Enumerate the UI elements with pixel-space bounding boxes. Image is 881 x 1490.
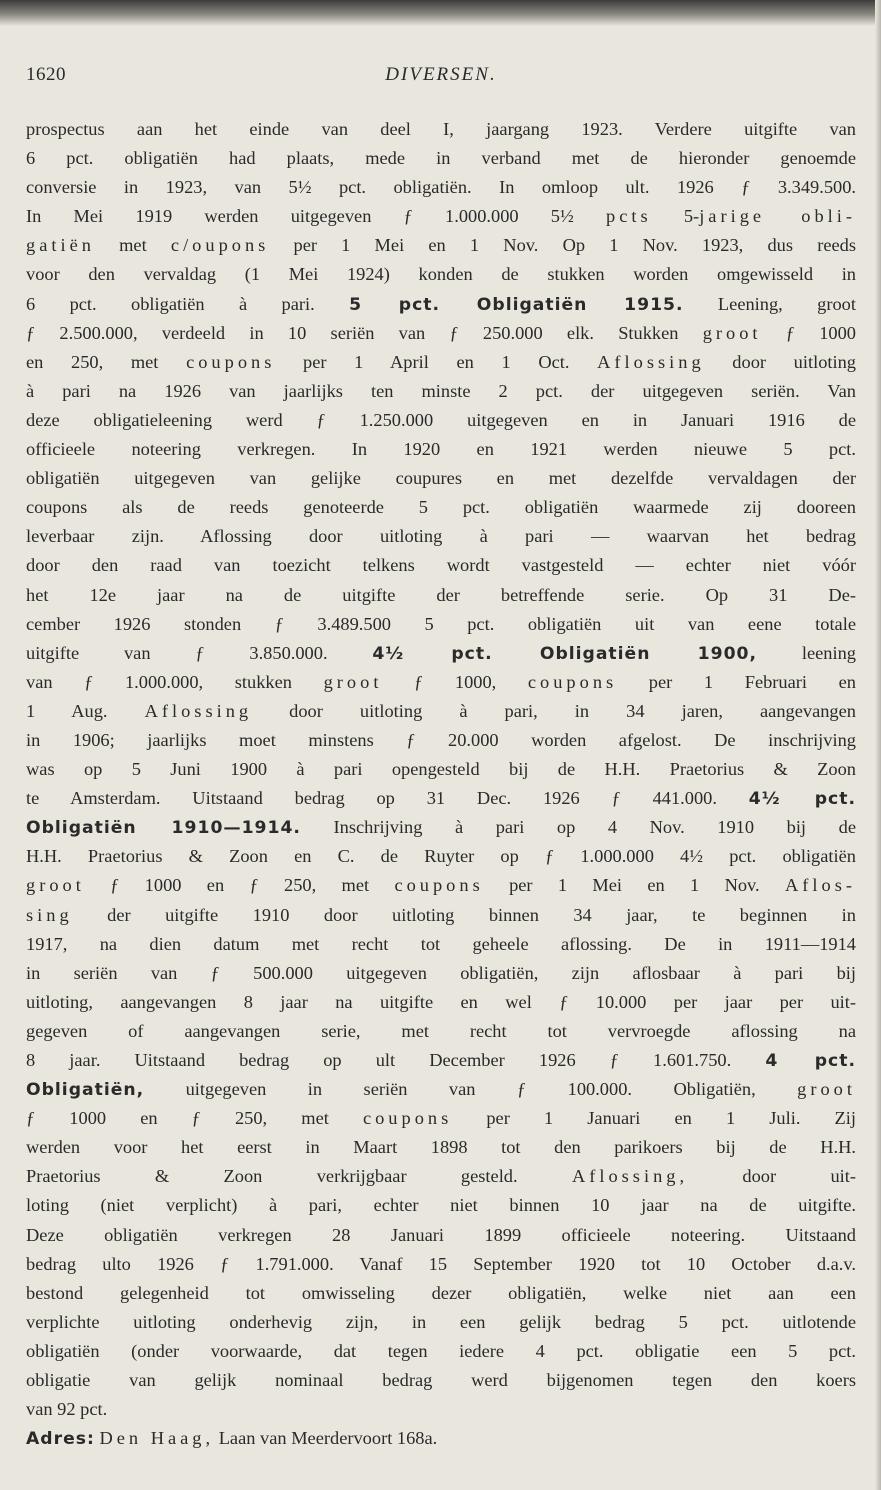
text-line xyxy=(26,435,856,464)
text-line xyxy=(26,871,856,900)
text-run: 6 pct. obligatiën had plaats, mede in verband met de hieronder genoemde xyxy=(26,148,856,169)
text-run: obligatie van gelijk nominaal bedrag werd bijgenomen tegen den koers xyxy=(26,1370,856,1391)
text-run: uitloting, aangevangen 8 jaar na uitgifte en wel ƒ 10.000 per jaar per uit- xyxy=(26,991,856,1012)
spaced-term: Den Haag, xyxy=(99,1428,215,1449)
text-run: met xyxy=(94,235,171,256)
scan-right-edge xyxy=(875,0,881,1490)
text-line xyxy=(26,260,856,289)
text-line xyxy=(26,959,856,988)
text-line xyxy=(26,1133,856,1162)
text-run: cember 1926 stonden ƒ 3.489.500 5 pct. obligatiën uit van eene totale xyxy=(26,613,856,634)
bold-heading: Obligatiën, xyxy=(26,1080,145,1101)
spaced-term: Aflossing, xyxy=(571,1166,689,1187)
text-run: en 250, met xyxy=(26,351,187,372)
text-run: per 1 Januari en 1 Juli. Zij xyxy=(452,1108,856,1129)
spaced-term: c/oupons xyxy=(170,235,270,256)
running-title: DIVERSEN. xyxy=(385,64,497,85)
text-run: deze obligatieleening werd ƒ 1.250.000 uitgegeven en in Januari 1916 de xyxy=(26,409,856,430)
text-line xyxy=(26,1424,856,1453)
text-run: 5- xyxy=(651,206,700,227)
text-run: was op 5 Juni 1900 à pari opengesteld bij de H.H. Praetorius & Zoon xyxy=(26,759,856,780)
text-line xyxy=(26,1337,856,1366)
spaced-term: Aflos- xyxy=(784,875,856,896)
spaced-term: Aflossing xyxy=(597,351,705,372)
spaced-term: Aflossing xyxy=(144,700,253,721)
text-line xyxy=(26,1279,856,1308)
text-line xyxy=(26,551,856,580)
page-header xyxy=(26,62,856,92)
bold-heading: 4½ pct. xyxy=(748,789,856,810)
text-line xyxy=(26,144,856,173)
text-run: in 1906; jaarlijks moet minstens ƒ 20.000 worden afgelost. De inschrijving xyxy=(26,729,856,750)
text-line xyxy=(26,901,856,930)
text-line xyxy=(26,1250,856,1279)
spaced-term: jarige obli- xyxy=(699,206,856,227)
spaced-term: coupons xyxy=(362,1108,453,1129)
bold-heading: Adres: xyxy=(26,1429,95,1450)
text-run: obligatiën uitgegeven van gelijke coupures en met dezelfde vervaldagen der xyxy=(26,468,856,489)
text-line xyxy=(26,581,856,610)
text-run: bedrag ulto 1926 ƒ 1.791.000. Vanaf 15 September 1920 tot 10 October d.a.v. xyxy=(26,1253,856,1274)
text-line xyxy=(26,1221,856,1250)
text-run: per 1 April en 1 Oct. xyxy=(275,351,598,372)
text-line xyxy=(26,1366,856,1395)
text-run: voor den vervaldag (1 Mei 1924) konden de stukken worden omgewisseld in xyxy=(26,264,856,285)
text-run: het 12e jaar na de uitgifte der betreffende serie. Op 31 De- xyxy=(26,584,856,605)
text-run: ƒ 1000 xyxy=(761,322,856,343)
text-run: 8 jaar. Uitstaand bedrag op ult December 1926 ƒ 1.601.750. xyxy=(26,1050,766,1070)
text-run: door uit- xyxy=(688,1166,856,1187)
text-line xyxy=(26,377,856,406)
text-run: conversie in 1923, van 5½ pct. obligatiën. In omloop ult. 1926 ƒ 3.349.500. xyxy=(26,177,856,198)
text-line xyxy=(26,522,856,551)
text-run: door uitloting xyxy=(704,351,856,372)
text-run: van 92 pct. xyxy=(26,1399,108,1420)
text-run: Deze obligatiën verkregen 28 Januari 1899 officieele noteering. Uitstaand xyxy=(26,1224,856,1245)
text-run: door uitloting à pari, in 34 jaren, aangevangen xyxy=(252,700,856,721)
bold-heading: 4 pct. xyxy=(765,1051,856,1071)
text-line xyxy=(26,1395,856,1424)
spaced-term: gatiën xyxy=(26,235,95,256)
text-line xyxy=(26,668,856,697)
bold-heading: Obligatiën 1910—1914. xyxy=(26,818,301,839)
text-line xyxy=(26,406,856,435)
text-run: In Mei 1919 werden uitgegeven ƒ 1.000.000 5½ xyxy=(26,206,607,227)
text-run: Leening, groot xyxy=(683,293,856,314)
spaced-term: groot xyxy=(797,1079,856,1100)
text-line xyxy=(26,464,856,493)
text-run: per 1 Mei en 1 Nov. Op 1 Nov. 1923, dus reeds xyxy=(269,235,856,256)
text-line xyxy=(26,610,856,639)
text-run: van ƒ 1.000.000, stukken xyxy=(26,671,324,692)
text-run: te Amsterdam. Uitstaand bedrag op 31 Dec. 1926 ƒ 441.000. xyxy=(26,788,749,809)
text-line xyxy=(26,697,856,726)
text-line xyxy=(26,348,856,377)
text-run: gegeven of aangevangen serie, met recht tot vervroegde aflossing na xyxy=(26,1020,856,1041)
spaced-term: pcts xyxy=(606,206,652,227)
text-run: H.H. Praetorius & Zoon en C. de Ruyter op ƒ 1.000.000 4½ pct. obligatiën xyxy=(26,846,856,867)
text-run: obligatiën (onder voorwaarde, dat tegen iedere 4 pct. obligatie een 5 pct. xyxy=(26,1340,856,1361)
text-line xyxy=(26,115,856,144)
spaced-term: coupons xyxy=(186,351,276,372)
text-run: ƒ 1000 en ƒ 250, met xyxy=(84,875,395,896)
body-text xyxy=(26,115,856,1453)
text-run: uitgifte van ƒ 3.850.000. xyxy=(26,642,373,663)
text-run: werden voor het eerst in Maart 1898 tot den parikoers bij de H.H. xyxy=(26,1137,856,1158)
text-line xyxy=(26,784,856,813)
text-line xyxy=(26,988,856,1017)
text-line xyxy=(26,290,856,319)
text-line xyxy=(26,319,856,348)
text-line xyxy=(26,930,856,959)
text-line xyxy=(26,1308,856,1337)
text-line xyxy=(26,231,856,260)
text-run: 1917, na dien datum met recht tot geheele aflossing. De in 1911—1914 xyxy=(26,933,856,954)
text-line xyxy=(26,813,856,842)
spaced-term: sing xyxy=(26,904,73,925)
text-run: door den raad van toezicht telkens wordt vastgesteld — echter niet vóór xyxy=(26,555,856,576)
text-run: bestond gelegenheid tot omwisseling dezer obligatiën, welke niet aan een xyxy=(26,1282,856,1303)
text-run: à pari na 1926 van jaarlijks ten minste 2 pct. der uitgegeven seriën. Van xyxy=(26,380,856,401)
text-line xyxy=(26,1191,856,1220)
text-run: 6 pct. obligatiën à pari. xyxy=(26,293,350,314)
text-run: ƒ 2.500.000, verdeeld in 10 seriën van ƒ 250.000 elk. Stukken xyxy=(26,322,703,343)
text-run: Inschrijving à pari op 4 Nov. 1910 bij de xyxy=(300,817,856,838)
text-run: ƒ 1000 en ƒ 250, met xyxy=(26,1108,363,1129)
text-run: coupons als de reeds genoteerde 5 pct. obligatiën waarmede zij dooreen xyxy=(26,497,856,518)
text-run: ƒ 1000, xyxy=(382,671,528,692)
text-run: Laan van Meerdervoort 168a. xyxy=(214,1428,438,1449)
text-run: 1 Aug. xyxy=(26,700,145,721)
spaced-term: groot xyxy=(26,875,85,896)
scan-top-shadow xyxy=(0,0,881,26)
text-run: officieele noteering verkregen. In 1920 en 1921 werden nieuwe 5 pct. xyxy=(26,439,856,460)
page-number: 1620 xyxy=(26,64,66,85)
text-run: leening xyxy=(757,642,856,663)
text-run: per 1 Mei en 1 Nov. xyxy=(483,875,785,896)
text-line xyxy=(26,173,856,202)
text-run: prospectus aan het einde van deel I, jaargang 1923. Verdere uitgifte van xyxy=(26,119,856,139)
spaced-term: coupons xyxy=(527,671,618,692)
text-line xyxy=(26,493,856,522)
bold-heading: 5 pct. Obligatiën 1915. xyxy=(349,294,684,315)
text-line xyxy=(26,1162,856,1191)
text-run: der uitgifte 1910 door uitloting binnen 34 jaar, te beginnen in xyxy=(72,904,856,925)
text-line xyxy=(26,1046,856,1075)
text-line xyxy=(26,202,856,231)
text-run: verplichte uitloting onderhevig zijn, in een gelijk bedrag 5 pct. uitlotende xyxy=(26,1311,856,1332)
text-line xyxy=(26,1017,856,1046)
text-run: leverbaar zijn. Aflossing door uitloting à pari — waarvan het bedrag xyxy=(26,526,856,547)
spaced-term: groot xyxy=(323,671,383,692)
text-line xyxy=(26,755,856,784)
text-line xyxy=(26,639,856,668)
text-line xyxy=(26,1104,856,1133)
spaced-term: groot xyxy=(702,322,762,343)
text-line xyxy=(26,726,856,755)
text-run: in seriën van ƒ 500.000 uitgegeven obligatiën, zijn aflosbaar à pari bij xyxy=(26,962,856,983)
text-run: loting (niet verplicht) à pari, echter niet binnen 10 jaar na de uitgifte. xyxy=(26,1195,856,1216)
text-line xyxy=(26,842,856,871)
bold-heading: 4½ pct. Obligatiën 1900, xyxy=(372,643,758,664)
text-run: uitgegeven in seriën van ƒ 100.000. Obligatiën, xyxy=(144,1079,798,1100)
text-run: Praetorius & Zoon verkrijgbaar gesteld. xyxy=(26,1166,572,1187)
spaced-term: coupons xyxy=(394,875,484,896)
text-run: per 1 Februari en xyxy=(617,671,856,692)
text-line xyxy=(26,1075,856,1104)
